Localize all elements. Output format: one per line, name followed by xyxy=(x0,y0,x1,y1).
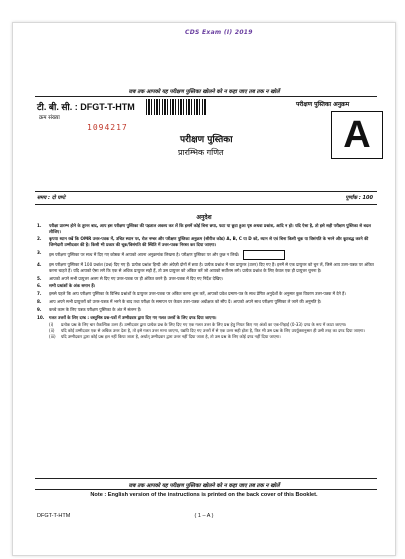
instruction-item: 1. परीक्षा प्रारम्भ होने के तुरन्त बाद, आप इस परीक्षण पुस्तिका की पड़ताल अवश्य कर लें कि इसमें कोई बिना छपा, फटा या छूटा हुआ पृष्ठ अथवा प्रश्नांश, आदि न हो। यदि ऐसा है, तो इसे सही परीक्षण पुस्तिका से बदल लीजिए। xyxy=(37,223,371,234)
series-box: A xyxy=(331,111,383,159)
penalty-point: (iii) यदि उम्मीदवार द्वारा कोई प्रश्न हल नहीं किया जाता है, अर्थात् उम्मीदवार द्वारा उत्तर नहीं दिया जाता है, तो उस प्रश्न के लिए कोई दण्ड नहीं दिया जाएगा। xyxy=(49,334,281,340)
penalty-point: (ii) यदि कोई उम्मीदवार एक से अधिक उत्तर देता है, तो इसे गलत उत्तर माना जाएगा, यद्यपि दिए गए उत्तरों में से एक उत्तर सही होता है, फिर भी उस प्रश्न के लिए उपर्युक्तानुसार ही उसी तरह का दण्ड दिया जाएगा। xyxy=(49,327,365,333)
english-version-note: Note : English version of the instructions is printed on the back cover of this Booklet. xyxy=(90,492,318,498)
instruction-item: 6. सभी प्रश्नांशों के अंक समान हैं। xyxy=(37,283,96,289)
max-marks: पूर्णांक : 100 xyxy=(345,195,373,201)
instruction-item: 2. कृपया ध्यान रखें कि OMR उत्तर-पत्रक में, उचित स्थान पर, रोल नम्बर और परीक्षण पुस्तिका अनुक्रम (सीरीज कोड) A, B, C या D को, ध्यान से एवं बिना किसी चूक या विसंगति के भरने और कूटबद्ध करने की जिम्मेदारी उम्मीदवार की है। किसी भी प्रकार की चूक/विसंगति की स्थिति में उत्तर-पत्रक निरस्त कर दिया जाएगा। xyxy=(37,236,369,247)
subject-title: प्रारम्भिक गणित xyxy=(178,148,224,157)
question-booklet-page xyxy=(12,22,396,556)
booklet-title: परीक्षण पुस्तिका xyxy=(180,135,233,145)
instruction-item: 10. गलत उत्तरों के लिए दण्ड : वस्तुनिष्ठ प्रश्न-पत्रों में उम्मीदवार द्वारा दिए गए गलत उत्तरों के लिए दण्ड दिया जाएगा। (i) प्रत्येक प्रश्न के लिए चार वैकल्पिक उत्तर हैं। उम्मीदवार द्वारा प्रत्येक प्रश्न के लिए दिए गए एक गलत उत्तर के लिए प्रश्न हेतु नियत किए गए अंकों का एक-तिहाई (0·33) दण्ड के रूप में काटा जाएगा। (ii) यदि कोई उम्मीदवार एक से अधिक उत्तर देता है, तो इसे गलत उत्तर माना जाएगा, यद्यपि दिए गए उत्तरों में से एक उत्तर सही होता है, फिर भी उस प्रश्न के लिए उपर्युक्तानुसार ही उसी तरह का दण्ड दिया जाएगा। (iii) यदि उम्मीदवार द्वारा कोई प्रश्न हल नहीं किया जाता है, अर्थात् उम्मीदवार द्वारा उत्तर नहीं दिया जाता है, तो उस प्रश्न के लिए कोई दण्ड नहीं दिया जाएगा। xyxy=(37,315,375,340)
instruction-item: 4. इस परीक्षण पुस्तिका में 100 प्रश्नांश (प्रश्न) दिए गए हैं। प्रत्येक प्रश्नांश हिन्दी और अंग्रेज़ी दोनों में छपा है। प्रत्येक प्रश्नांश में चार प्रत्युत्तर (उत्तर) दिए गए हैं। इनमें से एक प्रत्युत्तर को चुन लें, जिसे आप उत्तर-पत्रक पर अंकित करना चाहते हैं। यदि आपको ऐसा लगे कि एक से अधिक प्रत्युत्तर सही हैं, तो उस प्रत्युत्तर को अंकित करें जो आपको सर्वोत्तम लगे। प्रत्येक प्रश्नांश के लिए केवल एक ही प्रत्युत्तर चुनना है। xyxy=(37,262,374,273)
serial-number: 1094217 xyxy=(87,123,128,132)
barcode-icon xyxy=(146,99,206,115)
top-rule xyxy=(35,96,377,97)
instruction-item: 8. आप अपने सभी प्रत्युत्तरों को उत्तर-पत्रक में भरने के बाद तथा परीक्षा के समापन पर केवल उत्तर-पत्रक अधीक्षक को सौंप दें। आपको अपने साथ परीक्षण पुस्तिका ले जाने की अनुमति है। xyxy=(37,299,322,305)
time-allowed: समय : दो घण्टे xyxy=(37,195,66,201)
instruction-item: 5. आपको अपने सभी प्रत्युत्तर अलग से दिए गए उत्तर-पत्रक पर ही अंकित करने हैं। उत्तर-पत्रक में दिए गए निर्देश देखिए। xyxy=(37,275,224,281)
bottom-rule-top xyxy=(35,478,377,479)
page-number: ( 1 – A ) xyxy=(194,513,214,519)
top-warning: जब तक आपको यह परीक्षण पुस्तिका खोलने को न कहा जाए तब तक न खोलें xyxy=(128,89,280,95)
exam-stamp: CDS Exam (I) 2019 xyxy=(185,29,253,36)
serial-label: क्रम संख्या xyxy=(39,115,60,121)
bottom-warning: जब तक आपको यह परीक्षण पुस्तिका खोलने को न कहा जाए तब तक न खोलें xyxy=(128,483,280,489)
instruction-item: 3. इस परीक्षण पुस्तिका पर साथ में दिए गए कोष्ठक में आपको अपना अनुक्रमांक लिखना है। परीक्षण पुस्तिका पर और कुछ न लिखें। xyxy=(37,250,375,260)
instruction-item: 9. कच्चे काम के लिए पत्रक परीक्षण पुस्तिका के अंत में संलग्न हैं। xyxy=(37,307,142,313)
bottom-rule-bottom xyxy=(35,489,377,490)
booklet-code: टी. बी. सी. : DFGT-T-HTM xyxy=(37,102,135,112)
sequence-label: परीक्षण पुस्तिका अनुक्रम xyxy=(296,101,350,108)
instructions-list xyxy=(37,223,375,342)
instructions-heading: अनुदेश xyxy=(196,214,212,221)
instruction-item: 7. इससे पहले कि आप परीक्षण पुस्तिका के विभिन्न प्रश्नांशों के प्रत्युत्तर उत्तर-पत्रक पर अंकित करना शुरू करें, आपको प्रवेश प्रमाण-पत्र के साथ प्रेषित अनुदेशों के अनुसार कुछ विवरण उत्तर-पत्रक में देने हैं। xyxy=(37,291,346,297)
meta-rule-bottom xyxy=(35,204,377,205)
penalty-point: (i) प्रत्येक प्रश्न के लिए चार वैकल्पिक उत्तर हैं। उम्मीदवार द्वारा प्रत्येक प्रश्न के लिए दिए गए एक गलत उत्तर के लिए प्रश्न हेतु नियत किए गए अंकों का एक-तिहाई (0·33) दण्ड के रूप में काटा जाएगा। xyxy=(49,321,347,327)
meta-rule-top xyxy=(35,191,377,192)
footer-code: DFGT-T-HTM xyxy=(37,513,71,519)
roll-number-box xyxy=(243,250,285,260)
